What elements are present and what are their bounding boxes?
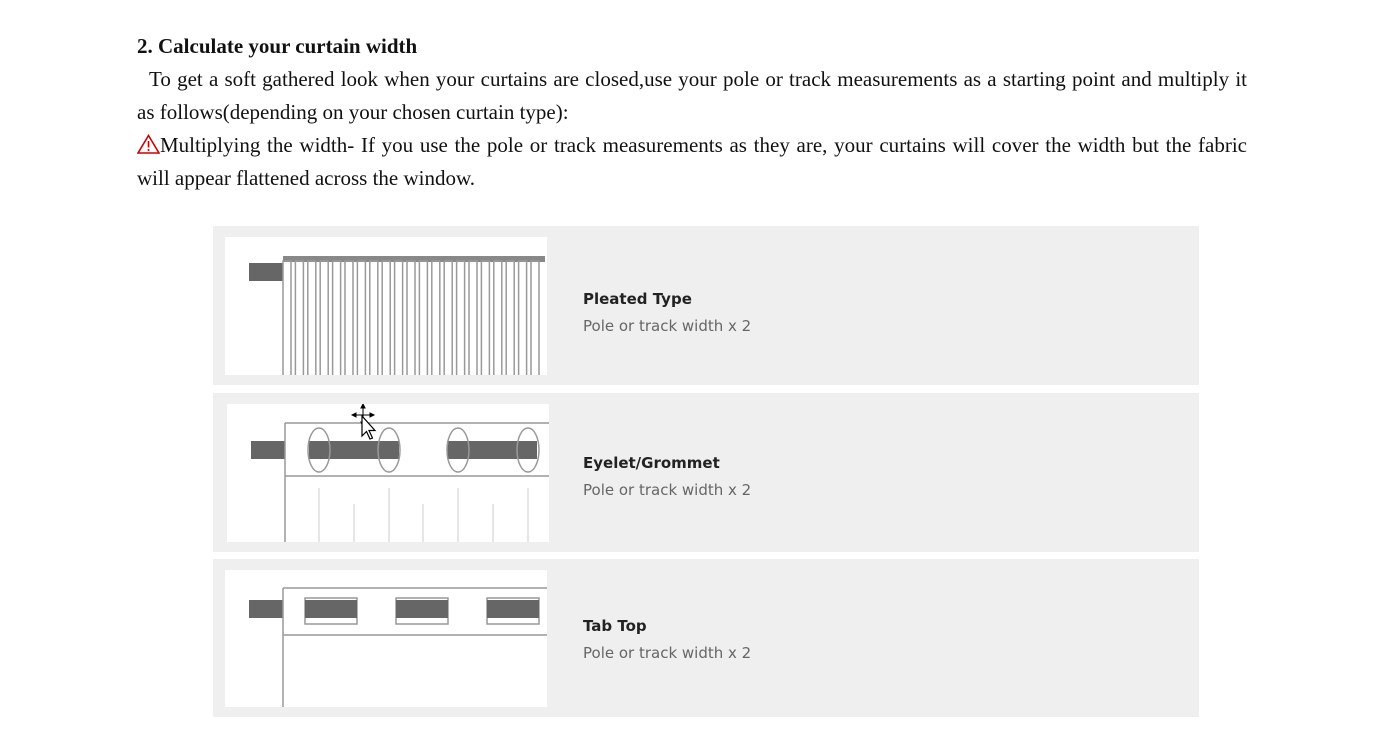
- eyelet-info: [583, 452, 751, 503]
- pleated-info: [583, 288, 751, 339]
- warning-text: Multiplying the width- If you use the pole or track measurements as they are, your curtains will cover the width but the fabric will appear flattened across the window.: [137, 133, 1247, 190]
- warning-triangle-icon: [137, 134, 160, 154]
- section-heading: 2. Calculate your curtain width: [137, 34, 418, 58]
- curtain-type-panel-pleated: [213, 226, 1199, 385]
- tab-top-info: [583, 615, 751, 666]
- eyelet-curtain-illustration: [227, 404, 549, 542]
- intro-paragraph: To get a soft gathered look when your curtains are closed,use your pole or track measurements as a starting point and multiply it as follows(depending on your chosen curtain type):: [137, 67, 1247, 124]
- instructions-section: [137, 30, 1247, 195]
- curtain-type-title: Tab Top: [583, 617, 647, 635]
- curtain-type-formula: Pole or track width x 2: [583, 481, 752, 499]
- curtain-type-formula: Pole or track width x 2: [583, 644, 752, 662]
- move-cursor-icon: [351, 404, 377, 442]
- curtain-type-title: Pleated Type: [583, 290, 692, 308]
- curtain-type-panel-tab-top: [213, 559, 1199, 717]
- warning-paragraph: [137, 129, 1247, 195]
- pleated-curtain-illustration: [225, 237, 547, 375]
- curtain-type-title: Eyelet/Grommet: [583, 454, 720, 472]
- curtain-type-formula: Pole or track width x 2: [583, 317, 752, 335]
- tab-top-curtain-illustration: [225, 570, 547, 707]
